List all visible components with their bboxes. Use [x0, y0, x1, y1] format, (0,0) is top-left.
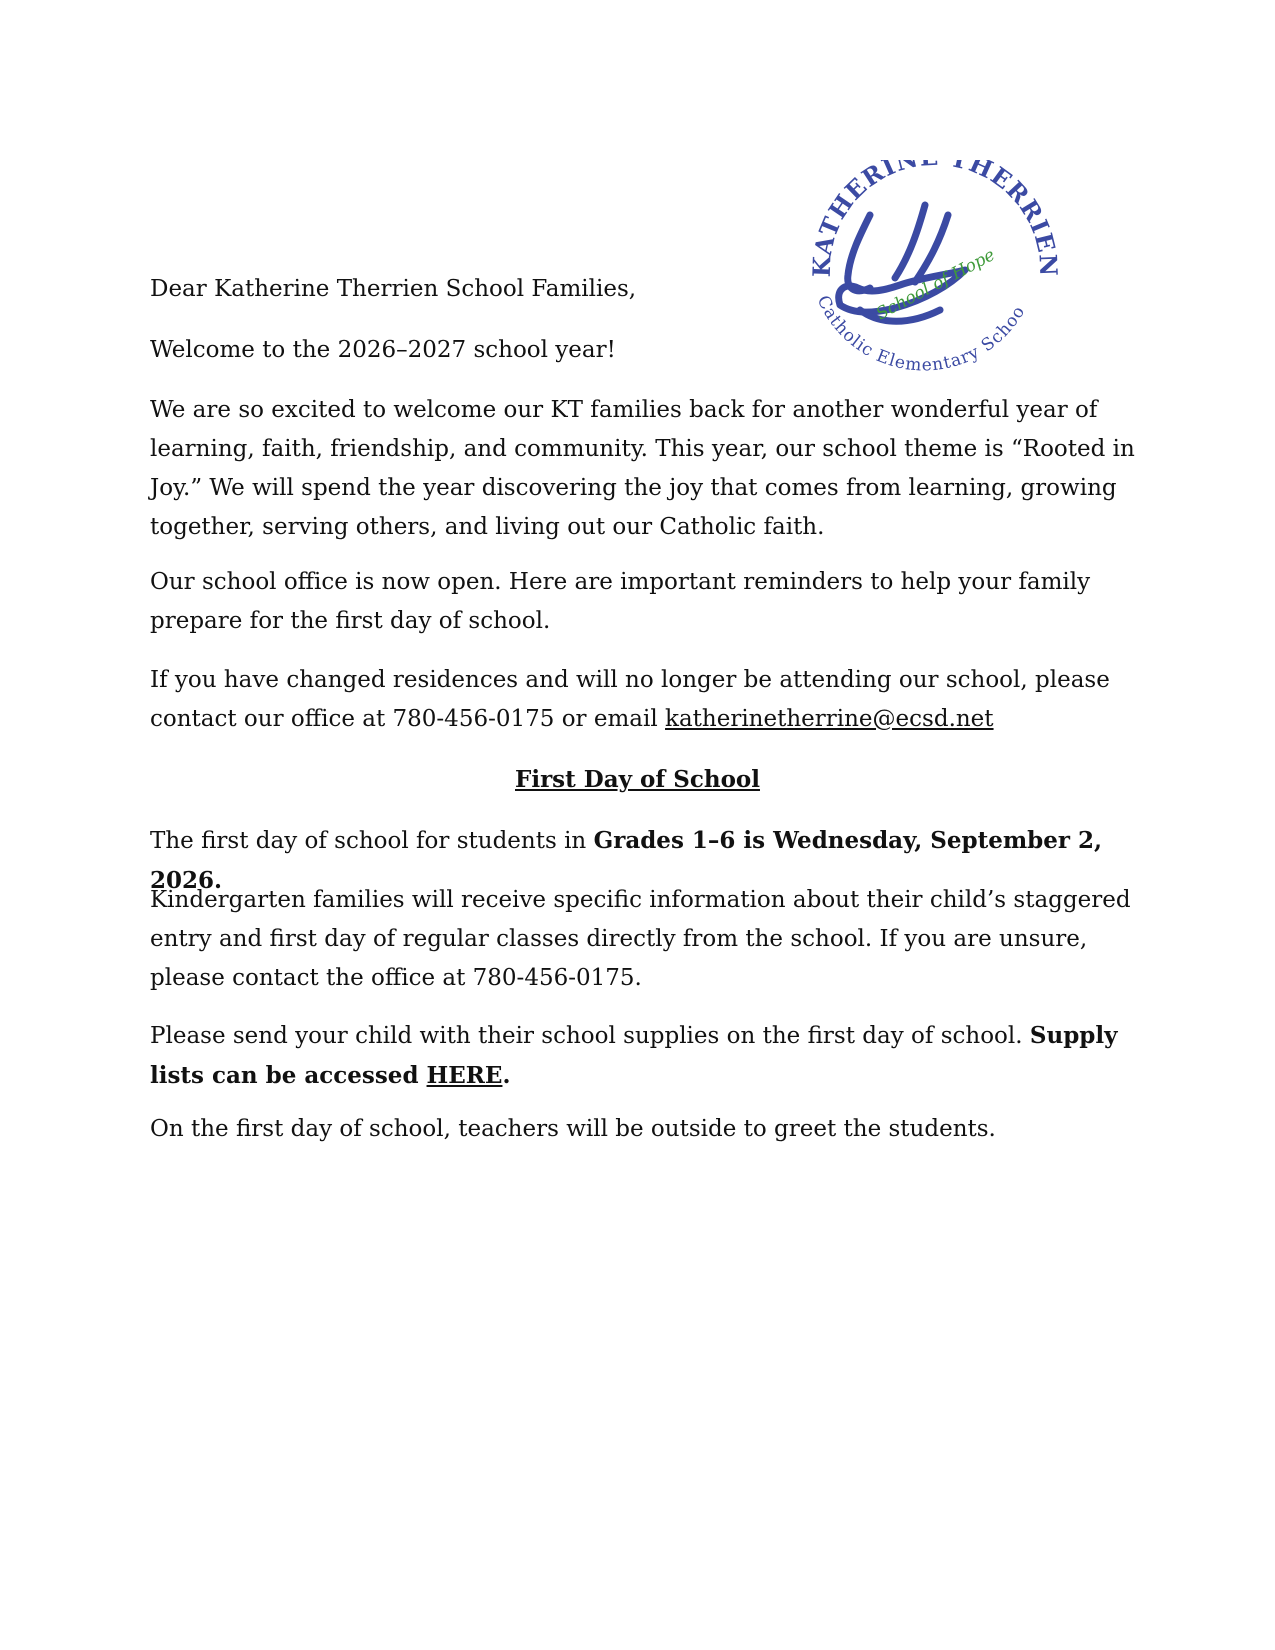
office-paragraph: Our school office is now open. Here are important reminders to help your family prepare for the first day of school.	[150, 569, 1091, 634]
moving-text: If you have changed residences and will no longer be attending our school, please contact our office at 780-456-0175 or email	[150, 667, 1110, 732]
intro-paragraph: We are so excited to welcome our KT families back for another wonderful year of learning, faith, friendship, and community. This year, our school theme is “Rooted in Joy.” We will spend the year discovering the joy that comes from learning, growing together, serving others, and living out our Catholic faith.	[150, 397, 1135, 540]
first-day-text: The first day of school for students in	[150, 828, 594, 854]
teachers-outside-paragraph: On the first day of school, teachers will be outside to greet the students.	[150, 1116, 996, 1142]
logo-name-arc: KATHERIN HERRIEN	[806, 160, 1064, 278]
first-day-date: Grades 1–6 is Wednesday, September 2, 2026.	[150, 827, 1103, 894]
logo-type-arc: Catholic Elementary Schoo	[812, 292, 1030, 376]
supplies-end: .	[502, 1062, 511, 1089]
email-link[interactable]: katherinetherrine@ecsd.net	[665, 706, 994, 732]
greeting: Dear Katherine Therrien School Families,	[150, 276, 637, 302]
section-heading: First Day of School	[515, 766, 760, 793]
supplies-text: Please send your child with their school supplies on the first day of school.	[150, 1023, 1030, 1049]
welcome-line: Welcome to the 2026–2027 school year!	[150, 337, 616, 363]
logo-motto: School of Hope	[872, 245, 999, 325]
supplies-bold: Supply lists can be accessed	[150, 1022, 1118, 1089]
supply-lists-link[interactable]: HERE	[426, 1062, 503, 1089]
supplies-paragraph	[150, 1016, 1140, 1096]
kindergarten-paragraph: Kindergarten families will receive specific information about their child’s staggered entry and first day of regular classes directly from the school. If you are unsure, please contact the office at 780-456-0175.	[150, 887, 1131, 991]
moving-paragraph	[150, 661, 1140, 739]
